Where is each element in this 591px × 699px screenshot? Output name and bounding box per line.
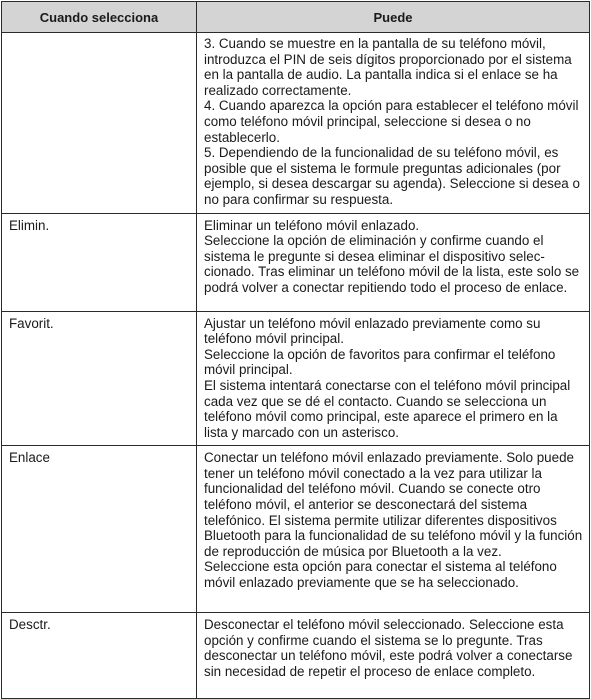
description-paragraph: Conectar un teléfono móvil enlazado previamente. Solo puede tener un teléfono móvil conectado a la vez para utilizar la funcionalidad del teléfono móvil. Cuando se conecte otro teléfono móvil, el anterior se desconectará del sistema telefónico. El sistema permite utilizar diferentes dispositivos Bluetooth para la funcionalidad de su teléfono móvil y la función de reproducción de música por Bluetooth a la vez. — [204, 450, 583, 559]
table-row — [2, 213, 590, 311]
description-paragraph: Eliminar un teléfono móvil enlazado. — [204, 217, 420, 233]
option-cell: Elimin. — [2, 213, 197, 311]
table-header-row — [2, 2, 590, 33]
table-row — [2, 33, 590, 214]
description-cell — [197, 446, 590, 613]
option-cell: Favorit. — [2, 311, 197, 446]
header-puede: Puede — [197, 2, 590, 33]
description-paragraph: El sistema intentará conectarse con el teléfono móvil principal cada vez que se dé el contacto. Cuando se selecciona un teléfono móvil como principal, este aparece el primero en la lista y marcado con un asterisco. — [204, 377, 571, 440]
description-paragraph: Seleccione la opción de favoritos para confirmar el teléfono móvil principal. — [204, 346, 556, 378]
description-cell — [197, 613, 590, 699]
description-paragraph: Ajustar un teléfono móvil enlazado previamente como su teléfono móvil principal. — [204, 315, 541, 347]
table-row — [2, 446, 590, 613]
table-row — [2, 311, 590, 446]
description-cell — [197, 213, 590, 311]
description-paragraph: 4. Cuando aparezca la opción para establecer el teléfono móvil como teléfono móvil principal, seleccione si desea o no establecerlo. — [204, 98, 579, 145]
option-cell — [2, 33, 197, 214]
description-paragraph: Seleccione esta opción para conectar el sistema al teléfono móvil enlazado previamente que se ha seleccionado. — [204, 559, 557, 591]
option-cell: Enlace — [2, 446, 197, 613]
options-table — [1, 1, 590, 699]
description-cell — [197, 311, 590, 446]
header-cuando-selecciona: Cuando selecciona — [2, 2, 197, 33]
description-paragraph: 5. Dependiendo de la funcionalidad de su teléfono móvil, es posible que el sistema le formule preguntas adicionales (por ejemplo, si desea descargar su agenda). Seleccione si desea o no para confirmar su respuesta. — [204, 145, 580, 207]
description-paragraph: Seleccione la opción de eliminación y confirme cuando el sistema le pregunte si desea eliminar el dispositivo seleccionado. Tras eliminar un teléfono móvil de la lista, este solo se podrá volver a conectar repitiendo todo el proceso de enlace. — [204, 233, 580, 295]
option-cell: Desctr. — [2, 613, 197, 699]
description-paragraph: Desconectar el teléfono móvil seleccionado. Seleccione esta opción y confirme cuando el sistema se lo pregunte. Tras desconectar un teléfono móvil, este podrá volver a conectarse sin necesidad de repetir el proceso de enlace completo. — [204, 617, 573, 680]
document-page — [1, 1, 590, 686]
description-cell — [197, 33, 590, 214]
table-row — [2, 613, 590, 699]
description-paragraph: 3. Cuando se muestre en la pantalla de su teléfono móvil, introduzca el PIN de seis dígitos proporcionado por el sistema en la pantalla de audio. La pantalla indica si el enlace se ha realizado correctamente. — [204, 36, 572, 98]
